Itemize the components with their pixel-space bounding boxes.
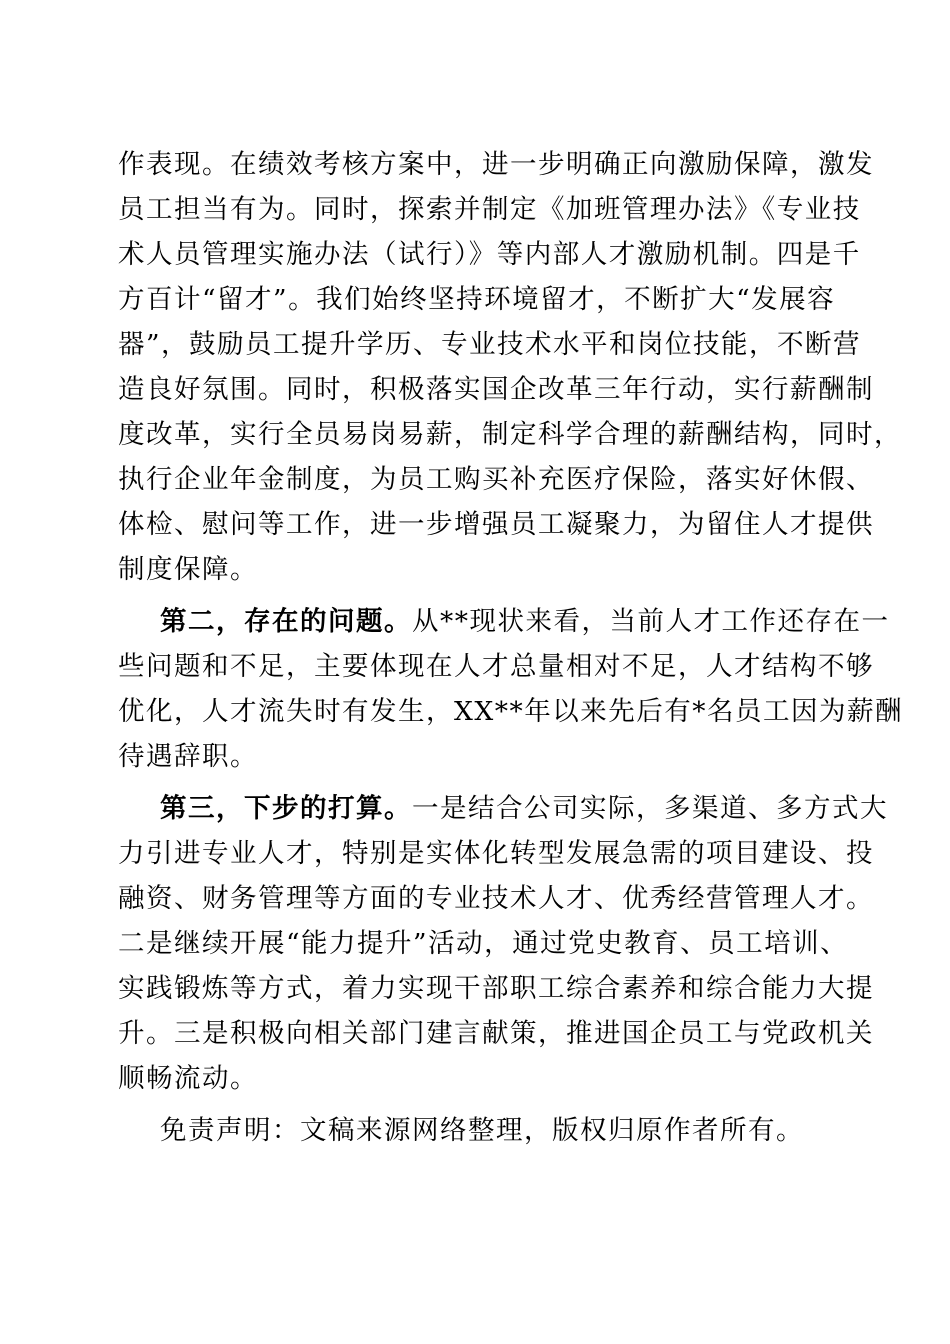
paragraph-line: 度改革，实行全员易岗易薪，制定科学合理的薪酬结构，同时， <box>118 419 902 450</box>
paragraph-existing-problems <box>118 599 903 779</box>
paragraph-line: 优化，人才流失时有发生，XX**年以来先后有*名员工因为薪酬 <box>118 696 903 727</box>
paragraph-incentive-and-retention <box>118 142 902 592</box>
paragraph-line: 二是继续开展“能力提升”活动，通过党史教育、员工培训、 <box>118 928 849 959</box>
paragraph-line: 些问题和不足，主要体现在人才总量相对不足，人才结构不够 <box>118 651 874 682</box>
paragraph-line: 升。三是积极向相关部门建言献策，推进国企员工与党政机关 <box>118 1018 874 1049</box>
paragraph-line: 顺畅流动。 <box>118 1063 258 1094</box>
paragraph-line: 体检、慰问等工作，进一步增强员工凝聚力，为留住人才提供 <box>118 509 874 540</box>
paragraph-line: 作表现。在绩效考核方案中，进一步明确正向激励保障，激发 <box>118 149 874 180</box>
section-heading-problems: 第二，存在的问题。 <box>160 606 412 637</box>
paragraph-line: 制度保障。 <box>118 554 258 585</box>
paragraph-line: 术人员管理实施办法（试行）》等内部人才激励机制。四是千 <box>118 239 861 270</box>
paragraph-line: 器”，鼓励员工提升学历、专业技术水平和岗位技能，不断营 <box>118 329 862 360</box>
paragraph-line: 员工担当有为。同时，探索并制定《加班管理办法》《专业技 <box>118 194 861 225</box>
paragraph-first-line <box>118 599 890 644</box>
paragraph-line: 造良好氛围。同时，积极落实国企改革三年行动，实行薪酬制 <box>118 374 874 405</box>
section-heading-next-steps: 第三，下步的打算。 <box>160 793 412 824</box>
paragraph-line: 执行企业年金制度，为员工购买补充医疗保险，落实好休假、 <box>118 464 874 495</box>
paragraph-line: 待遇辞职。 <box>118 741 258 772</box>
paragraph-line: 融资、财务管理等方面的专业技术人才、优秀经营管理人才。 <box>118 883 874 914</box>
document-body <box>118 142 903 1153</box>
paragraph-text: 一是结合公司实际，多渠道、多方式大 <box>412 793 888 824</box>
paragraph-next-steps <box>118 786 888 1101</box>
paragraph-line: 实践锻炼等方式，着力实现干部职工综合素养和综合能力大提 <box>118 973 874 1004</box>
disclaimer-paragraph <box>118 1108 832 1153</box>
paragraph-text: 从**现状来看，当前人才工作还存在一 <box>412 606 890 637</box>
paragraph-line: 方百计“留才”。我们始终坚持环境留才，不断扩大“发展容 <box>118 284 836 315</box>
paragraph-first-line <box>118 786 888 831</box>
paragraph-line: 力引进专业人才，特别是实体化转型发展急需的项目建设、投 <box>118 838 874 869</box>
disclaimer-text: 免责声明：文稿来源网络整理，版权归原作者所有。 <box>160 1115 804 1146</box>
